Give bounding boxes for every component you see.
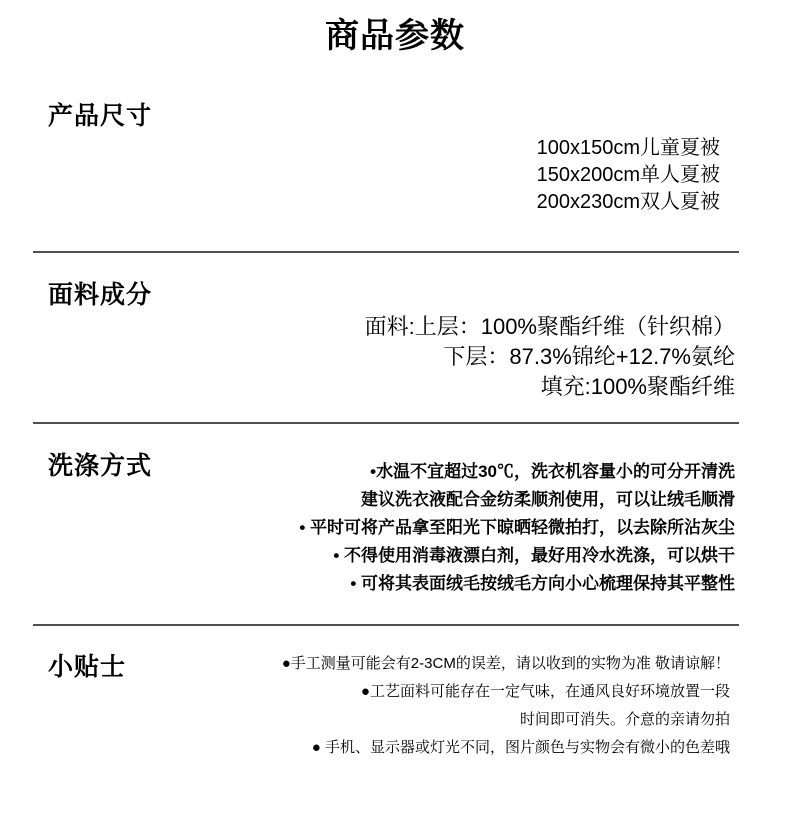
washing-line: • 平时可将产品拿至阳光下晾晒轻微拍打，以去除所沾灰尘 bbox=[299, 518, 735, 537]
size-line: 150x200cm单人夏被 bbox=[536, 164, 720, 186]
section-divider bbox=[33, 251, 739, 253]
section-heading-product-size: 产品尺寸 bbox=[48, 102, 153, 130]
fabric-line: 面料:上层：100%聚酯纤维（针织棉） bbox=[364, 314, 735, 339]
fabric-line: 填充:100%聚酯纤维 bbox=[540, 374, 735, 399]
section-heading-tips: 小贴士 bbox=[48, 653, 127, 681]
washing-line: • 可将其表面绒毛按绒毛方向小心梳理保持其平整性 bbox=[350, 574, 735, 593]
tip-line: ● 手机、显示器或灯光不同，图片颜色与实物会有微小的色差哦 bbox=[311, 739, 730, 756]
size-list bbox=[537, 135, 720, 216]
fabric-list bbox=[365, 312, 735, 402]
page-title: 商品参数 bbox=[325, 17, 465, 55]
size-line: 200x230cm双人夏被 bbox=[536, 191, 720, 213]
tip-line: 时间即可消失。介意的亲请勿拍 bbox=[519, 711, 730, 728]
tip-line: ●手工测量可能会有2-3CM的误差，请以收到的实物为准 敬请谅解！ bbox=[281, 655, 730, 672]
washing-line: • 不得使用消毒液漂白剂，最好用冷水洗涤，可以烘干 bbox=[333, 546, 735, 565]
tips-list bbox=[282, 650, 730, 762]
section-divider bbox=[33, 422, 739, 424]
washing-list bbox=[299, 458, 735, 598]
fabric-line: 下层：87.3%锦纶+12.7%氨纶 bbox=[443, 344, 735, 369]
size-line: 100x150cm儿童夏被 bbox=[536, 137, 720, 159]
section-heading-washing: 洗涤方式 bbox=[48, 452, 153, 480]
section-divider bbox=[33, 624, 739, 626]
section-heading-fabric: 面料成分 bbox=[48, 281, 153, 309]
tip-line: ●工艺面料可能存在一定气味，在通风良好环境放置一段 bbox=[360, 683, 730, 700]
washing-line: •水温不宜超过30℃，洗衣机容量小的可分开清洗 bbox=[370, 462, 735, 481]
washing-line: 建议洗衣液配合金纺柔顺剂使用，可以让绒毛顺滑 bbox=[361, 490, 735, 509]
